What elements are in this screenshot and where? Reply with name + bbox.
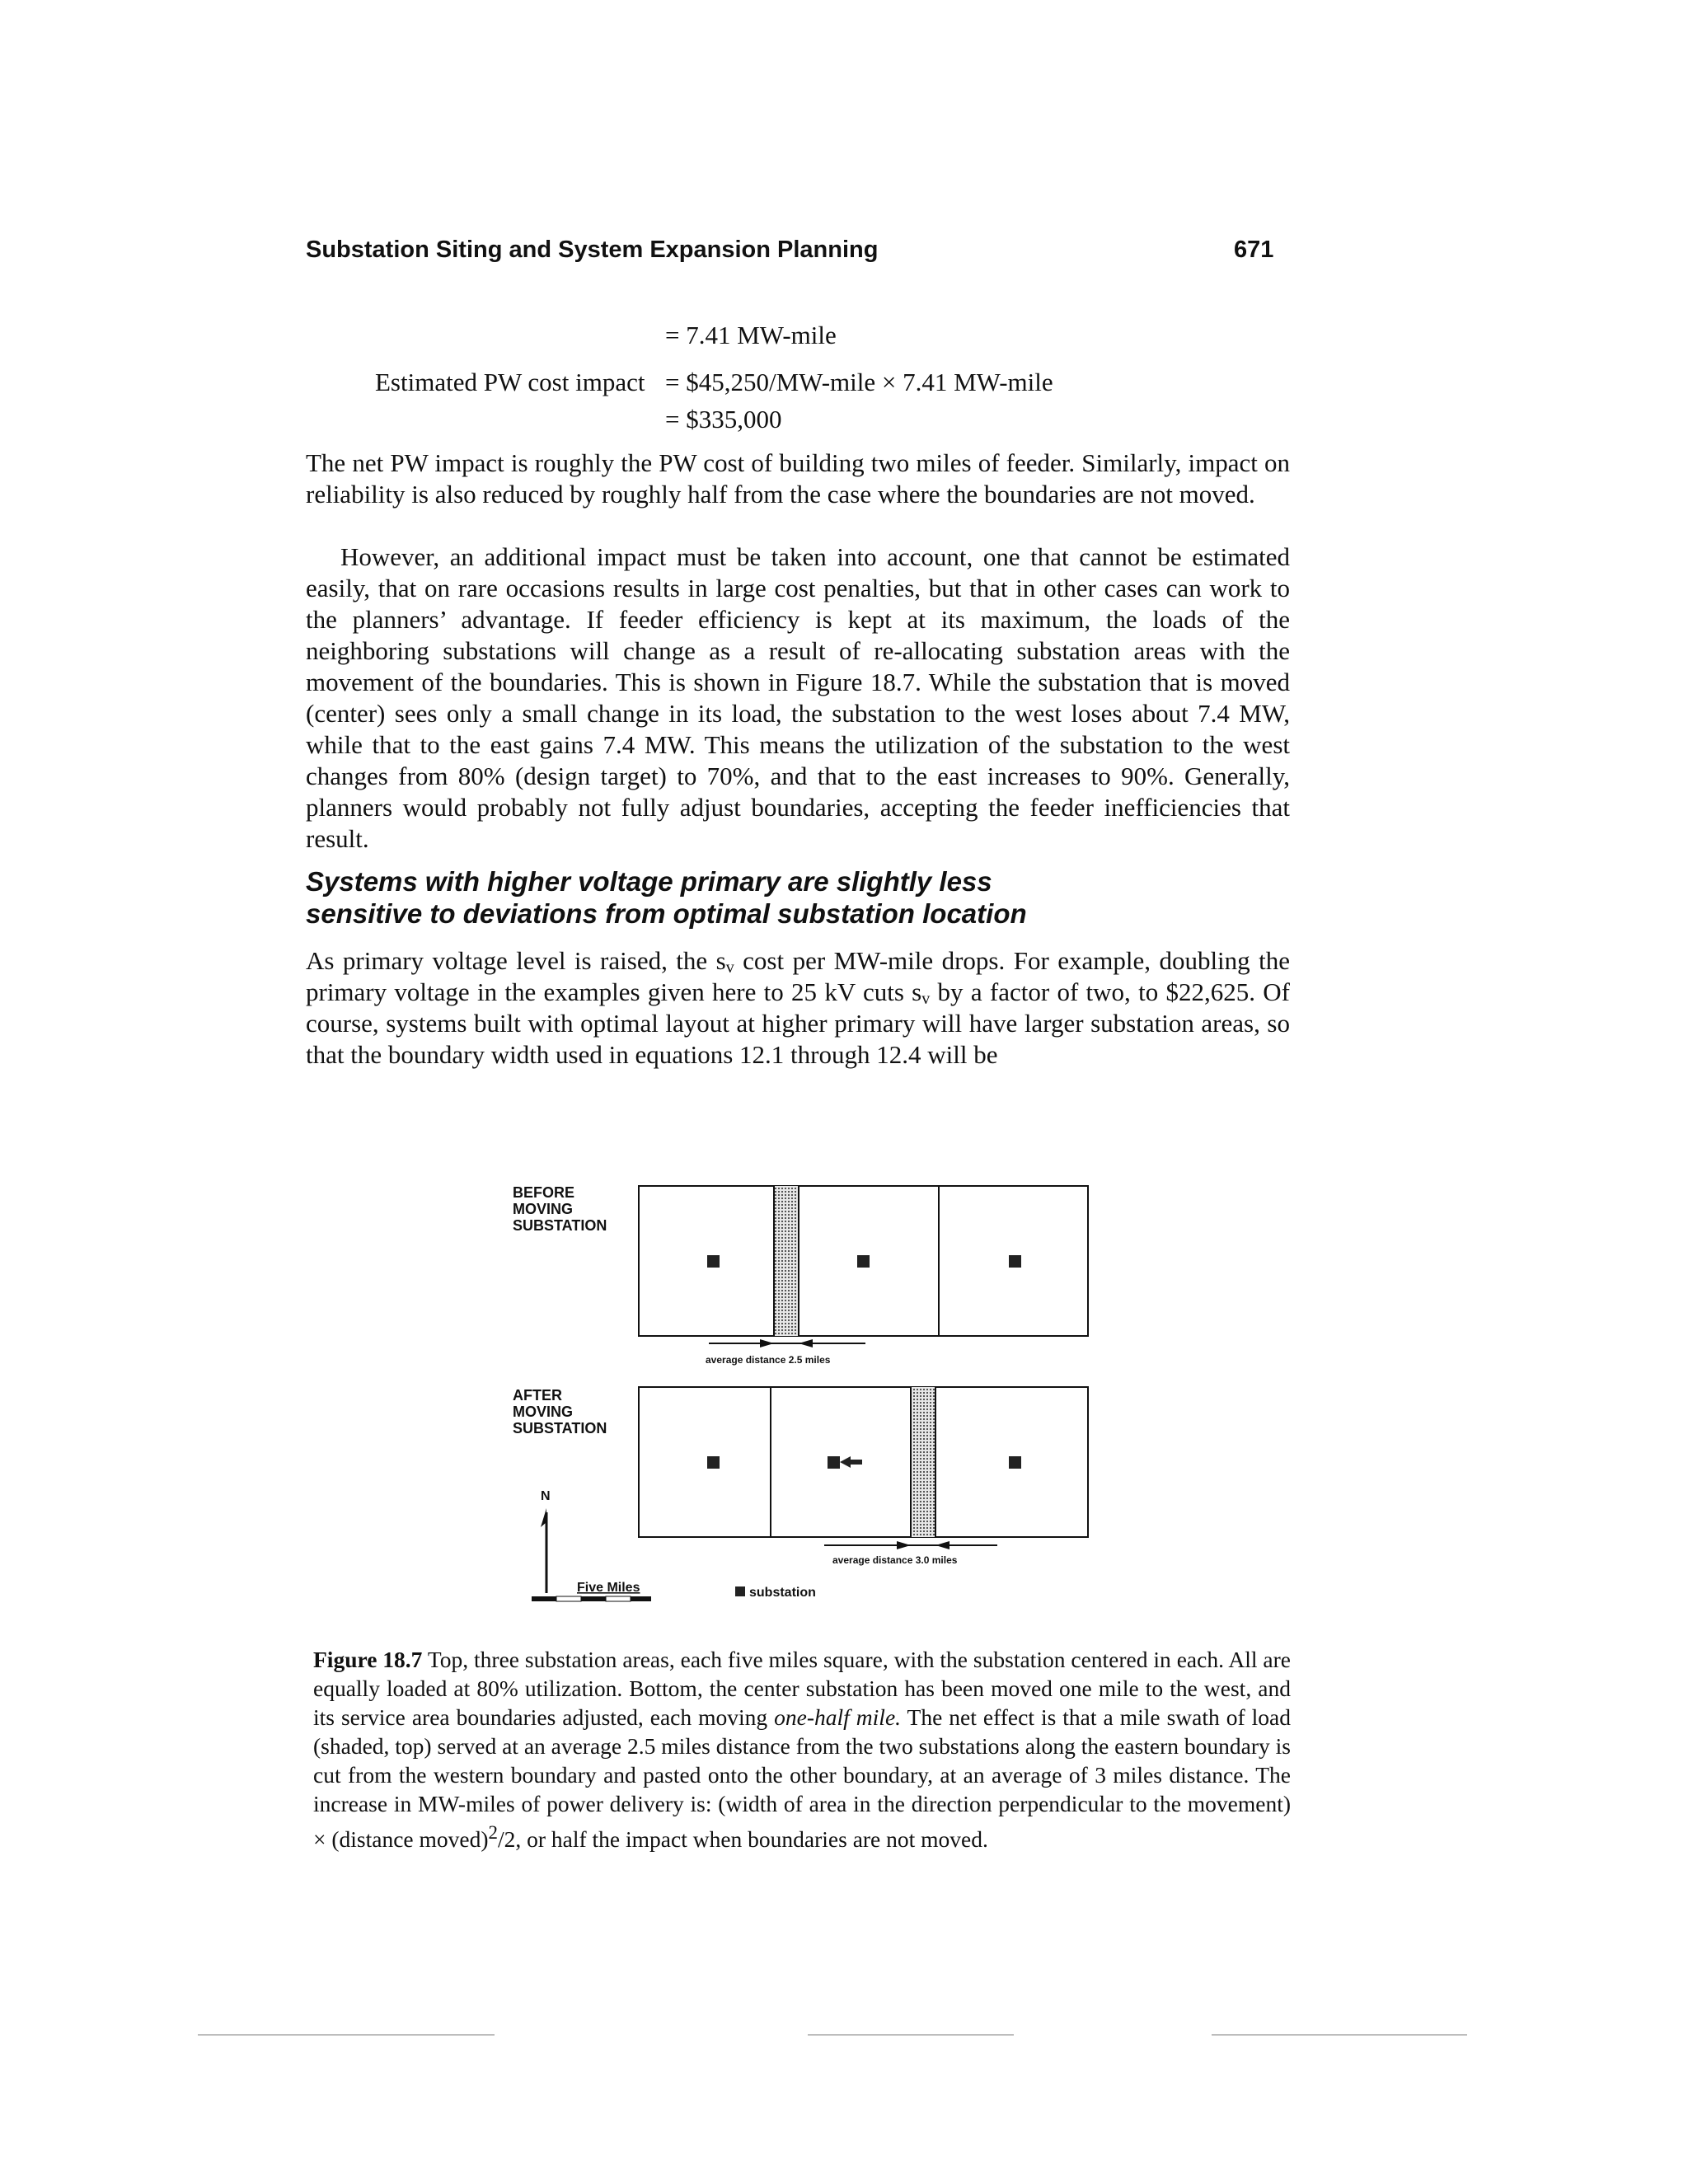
paragraph-additional-impact: However, an additional impact must be taken into account, one that cannot be estimated easily, that on rare occasions results in large cost penalties, but that in other cases can work to the planners’ advantage. If feeder efficiency is kept at its maximum, the loads of the neighboring substations will change as a result of re-allocating substation areas with the movement of the boundaries. This is shown in Figure 18.7. While the substation that is moved (center) sees only a small change in its load, the substation to the west loses about 7.4 MW, while that to the east gains 7.4 MW. This means the utilization of the substation to the west changes from 80% (design target) to 70%, and that to the east increases to 90%. Generally, planners would probably not fully adjust boundaries, accepting the feeder inefficiencies that result. (306, 542, 1290, 853)
caption-label: Figure 18.7 (313, 1647, 423, 1672)
section-heading-line-1: Systems with higher voltage primary are slightly less (306, 866, 992, 897)
before-shaded-swath (774, 1186, 799, 1336)
after-shaded-swath (911, 1387, 935, 1537)
substation-marker-east-after (1009, 1456, 1021, 1469)
caption-text-3: /2, or half the impact when boundaries are not moved. (497, 1826, 988, 1853)
before-label-line-1: BEFORE (513, 1184, 575, 1201)
running-header-title: Substation Siting and System Expansion Planning (306, 237, 879, 263)
page-number: 671 (1234, 237, 1274, 263)
scan-artifact-line (1212, 2034, 1467, 2036)
substation-marker-east-before (1009, 1255, 1021, 1268)
legend-label: substation (749, 1586, 816, 1600)
scale-bar-segment (532, 1596, 556, 1601)
p3-text-1: As primary voltage level is raised, the s (306, 946, 726, 975)
scan-artifact-line (198, 2034, 495, 2036)
caption-superscript: 2 (488, 1822, 498, 1843)
arrow-right-icon (760, 1339, 774, 1347)
p3-text-2: cost per MW-mile drops. For example, doubling the primary voltage in the examples given here to 25 kV cuts s (306, 946, 1291, 1006)
p3-subscript-1: v (725, 958, 734, 977)
section-heading-line-2: sensitive to deviations from optimal substation location (306, 898, 1027, 929)
substation-marker-center-before (857, 1255, 870, 1268)
before-label-line-3: SUBSTATION (513, 1217, 607, 1234)
equation-line-3: = $335,000 (665, 405, 782, 434)
distance-label-top: average distance 2.5 miles (706, 1354, 831, 1366)
arrow-left-icon (935, 1541, 950, 1549)
caption-emphasis: one-half mile. (774, 1704, 902, 1730)
p3-subscript-2: v (921, 990, 931, 1008)
after-label-line-2: MOVING (513, 1404, 574, 1420)
equation-line-2: = $45,250/MW-mile × 7.41 MW-mile (665, 368, 1053, 396)
paragraph-primary-voltage (306, 945, 1290, 1071)
caption-text-1: Top, three substation areas, each five miles square, with the substation centered in each. All are equally loaded at 80% utilization. Bottom, the center substation has been moved one mile to the west, and its service area boundaries adjusted, each moving (313, 1647, 1291, 1730)
arrow-right-icon (897, 1541, 911, 1549)
figure-18-7-diagram (495, 1174, 1104, 1636)
distance-label-bottom: average distance 3.0 miles (832, 1554, 958, 1566)
scale-label: Five Miles (577, 1581, 640, 1595)
substation-marker-west-before (707, 1255, 720, 1268)
arrow-left-icon (799, 1339, 813, 1347)
figure-caption (313, 1645, 1291, 1854)
section-heading (306, 865, 1254, 930)
move-west-arrow-icon (840, 1456, 862, 1468)
legend-substation-icon (735, 1586, 745, 1596)
equation-label: Estimated PW cost impact (375, 368, 645, 396)
after-label-line-3: SUBSTATION (513, 1420, 607, 1436)
before-label-line-2: MOVING (513, 1201, 574, 1217)
paragraph-net-pw-impact: The net PW impact is roughly the PW cost of building two miles of feeder. Similarly, impact on reliability is also reduced by roughly half from the case where the boundaries are not moved. (306, 448, 1290, 509)
north-label: N (541, 1489, 551, 1503)
caption-text-2: The net effect is that a mile swath of load (shaded, top) served at an average 2.5 miles distance from the two substations along the eastern boundary is cut from the western boundary and pasted onto the other boundary, at an average of 3 miles distance. The increase in MW-miles of power delivery is: (width of area in the direction perpendicular to the movement) × (distance moved) (313, 1704, 1291, 1853)
p3-text-3: by a factor of two, to $22,625. Of course, systems built with optimal layout at higher primary will have larger substation areas, so that the boundary width used in equations 12.1 through 12.4 will be (306, 977, 1290, 1069)
substation-marker-west-after (707, 1456, 720, 1469)
equation-line-1: = 7.41 MW-mile (665, 321, 837, 349)
after-label-line-1: AFTER (513, 1387, 562, 1404)
scan-artifact-line (808, 2034, 1014, 2036)
substation-marker-center-after (828, 1456, 840, 1469)
